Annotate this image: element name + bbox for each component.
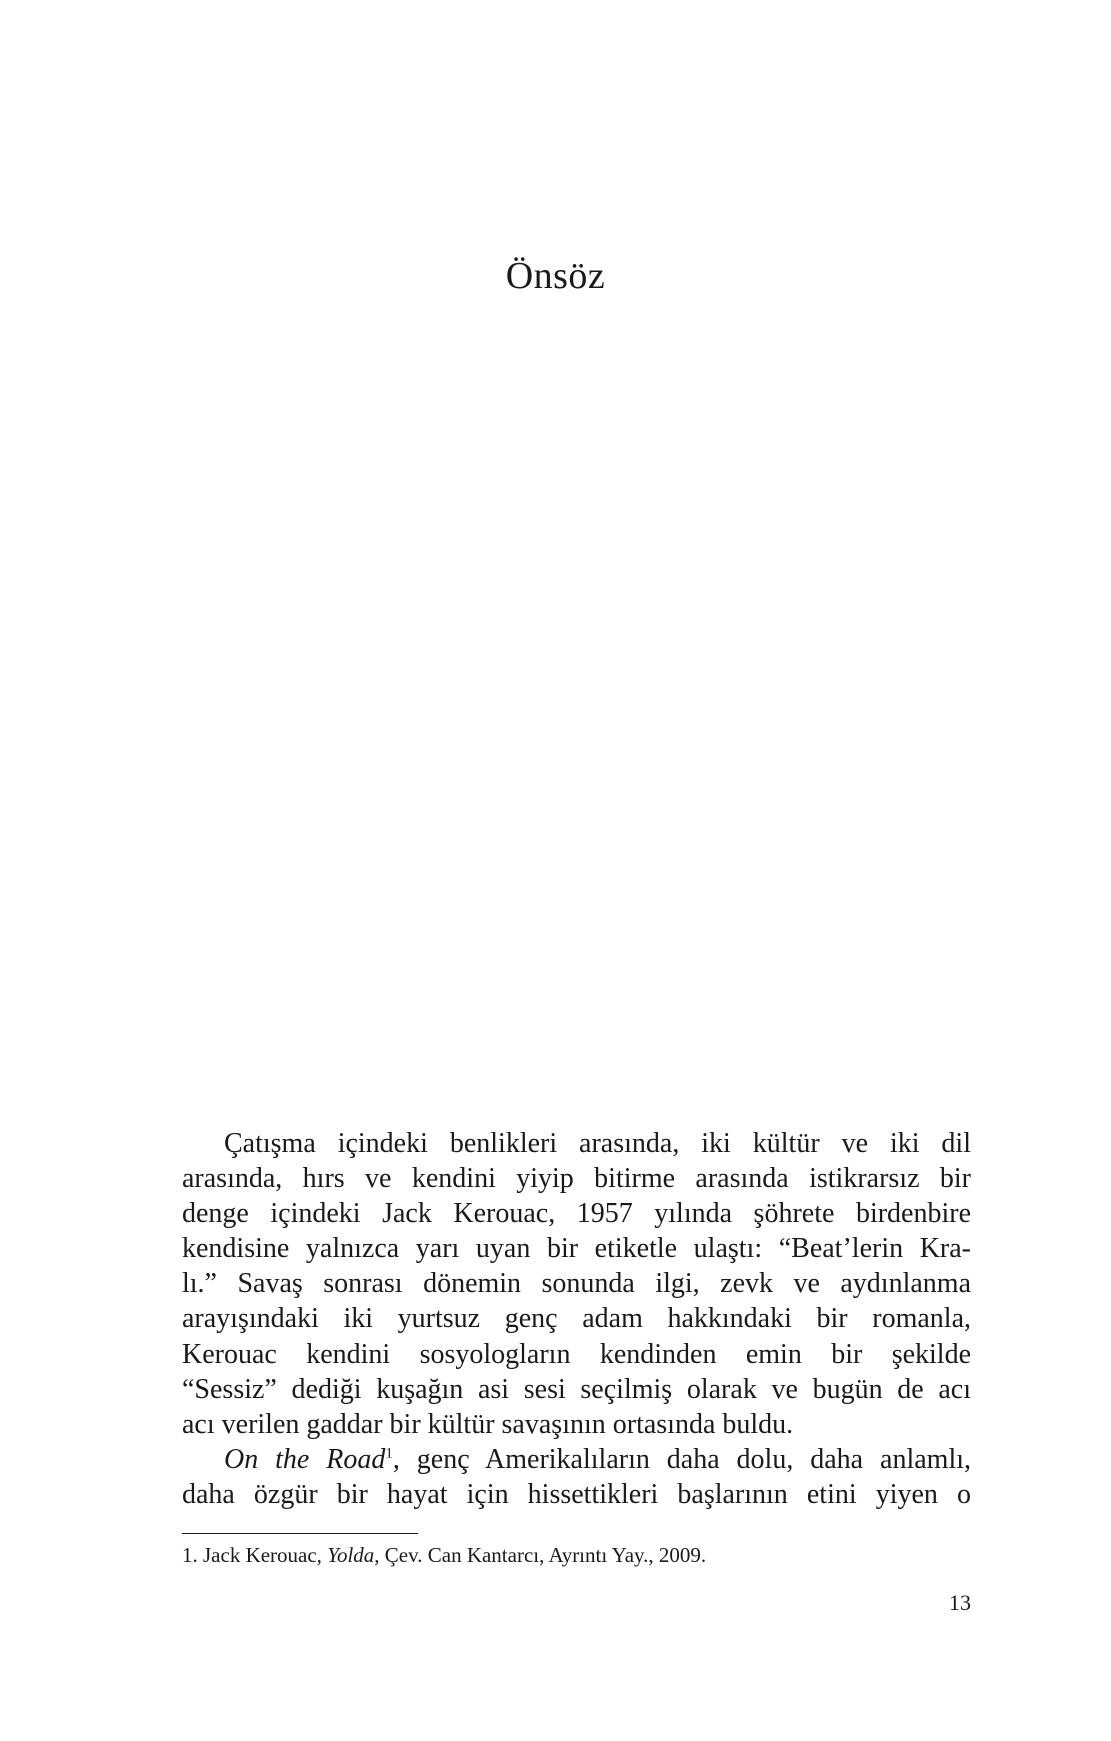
- book-title-italic: On the Road: [224, 1443, 386, 1475]
- body-text: [182, 1126, 971, 1512]
- footnote-author: Jack Kerouac,: [203, 1543, 322, 1567]
- paragraph-line: Çatışma içindeki benlikleri arasında, iki kültür ve iki dil: [224, 1128, 971, 1159]
- paragraph-line: lı.” Savaş sonrası dönemin sonunda ilgi, zevk ve aydınlanma: [182, 1268, 971, 1300]
- footnote-details: , Çev. Can Kantarcı, Ayrıntı Yay., 2009.: [374, 1543, 707, 1567]
- footnote-marker[interactable]: 1: [385, 1445, 393, 1462]
- footnote-divider: [182, 1533, 418, 1534]
- paragraph-line: acı verilen gaddar bir kültür savaşının ortasında buldu.: [182, 1408, 794, 1440]
- paragraph-line: Kerouac kendini sosyologların kendinden emin bir şekilde: [182, 1338, 971, 1370]
- footnote-book-title: Yolda: [327, 1543, 375, 1567]
- paragraph-line-rest: , genç Amerikalıların daha dolu, daha anlamlı,: [392, 1443, 971, 1475]
- paragraph-line: kendisine yalnızca yarı uyan bir etiketle ulaştı: “Beat’lerin Kra-: [182, 1233, 971, 1265]
- paragraph-line: denge içindeki Jack Kerouac, 1957 yılında şöhrete birdenbire: [182, 1198, 971, 1230]
- chapter-title: Önsöz: [505, 255, 606, 297]
- footnote: [182, 1540, 971, 1570]
- paragraph-line: arasında, hırs ve kendini yiyip bitirme arasında istikrarsız bir: [182, 1163, 971, 1195]
- page-number: 13: [949, 1590, 971, 1615]
- paragraph-line: arayışındaki iki yurtsuz genç adam hakkındaki bir romanla,: [182, 1303, 971, 1335]
- paragraph-line: [182, 1442, 971, 1477]
- paragraph-line: daha özgür bir hayat için hissettikleri başlarının etini yiyen o: [182, 1478, 971, 1510]
- footnote-number: 1.: [182, 1543, 198, 1567]
- paragraph-line: “Sessiz” dediği kuşağın asi sesi seçilmiş olarak ve bugün de acı: [182, 1373, 971, 1405]
